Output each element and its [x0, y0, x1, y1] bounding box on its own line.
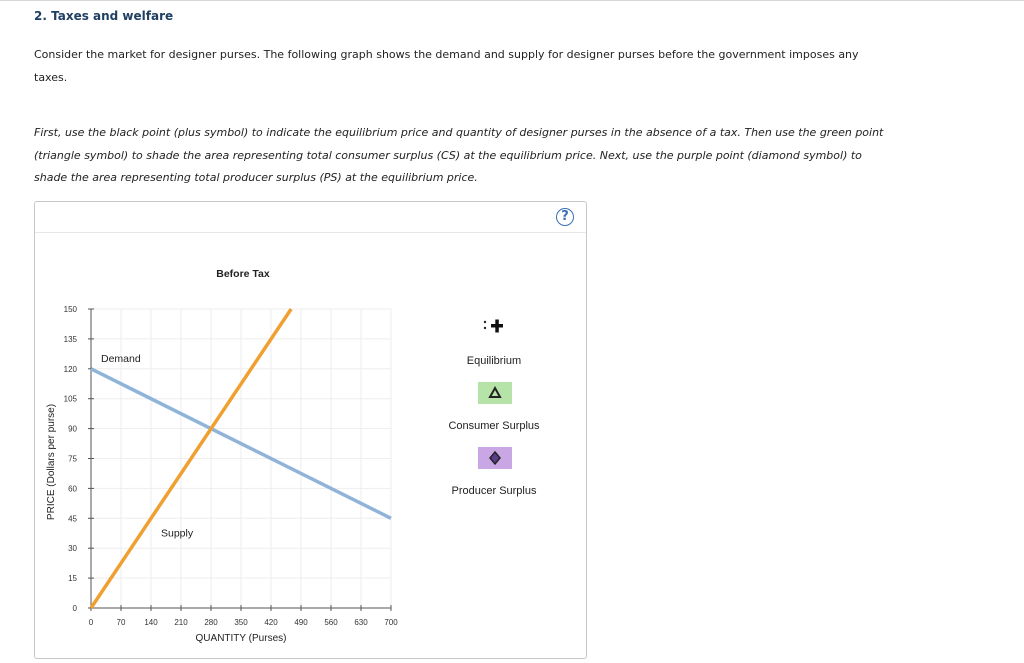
- y-axis-title: PRICE (Dollars per purse): [46, 403, 57, 521]
- x-tick-label: 490: [294, 618, 308, 627]
- y-tick-label: 60: [68, 484, 77, 494]
- diamond-icon: [478, 447, 512, 469]
- chart-title: Before Tax: [216, 268, 270, 280]
- x-tick-label: 280: [204, 618, 218, 627]
- x-axis-title: QUANTITY (Purses): [195, 633, 287, 644]
- x-tick-label: 70: [116, 618, 126, 627]
- triangle-icon: [478, 382, 512, 404]
- x-tick-label: 700: [384, 618, 398, 627]
- x-tick-label: 0: [88, 618, 94, 627]
- top-divider: [0, 0, 1024, 1]
- producer-surplus-label: Producer Surplus: [451, 485, 537, 497]
- y-tick-label: 15: [68, 574, 77, 584]
- y-tick-label: 45: [68, 514, 77, 524]
- consumer-surplus-tool[interactable]: [478, 382, 512, 404]
- y-tick-label: 75: [68, 454, 77, 464]
- y-tick-label: 105: [63, 394, 77, 404]
- y-tick-label: 135: [63, 334, 77, 344]
- y-tick-label: 0: [72, 604, 77, 613]
- consumer-surplus-label: Consumer Surplus: [448, 420, 540, 432]
- equilibrium-tool[interactable]: [478, 317, 508, 339]
- x-tick-label: 630: [354, 618, 368, 627]
- x-tick-label: 350: [234, 618, 248, 627]
- question-title: 2. Taxes and welfare: [34, 9, 174, 23]
- equilibrium-label: Equilibrium: [466, 355, 522, 367]
- x-tick-label: 420: [264, 618, 278, 627]
- x-tick-label: 560: [324, 618, 338, 627]
- y-tick-label: 30: [68, 544, 77, 554]
- y-tick-label: 90: [68, 424, 77, 434]
- demand-label: Demand: [101, 352, 141, 365]
- y-tick-label: 120: [63, 364, 77, 374]
- x-tick-label: 140: [144, 618, 158, 627]
- supply-label: Supply: [161, 527, 194, 540]
- y-tick-label: 150: [63, 305, 77, 314]
- intro-text: Consider the market for designer purses. The following graph shows the demand and supply for designer purses before the government imposes any taxes.: [34, 48, 859, 84]
- producer-surplus-tool[interactable]: [478, 447, 512, 469]
- plus-icon: [478, 317, 508, 339]
- instructions-text: First, use the black point (plus symbol) to indicate the equilibrium price and quantity of designer purses in the absence of a tax. Then use the green point (triangle symbol) to shade the area representing total consumer surplus (CS) at the equilibrium price. Next, use the purple point (diamond symbol) to shade the area representing total producer surplus (PS) at the equilibrium price.: [34, 126, 884, 184]
- graph-panel: [34, 201, 587, 659]
- help-icon[interactable]: ?: [556, 208, 574, 226]
- x-tick-label: 210: [174, 618, 188, 627]
